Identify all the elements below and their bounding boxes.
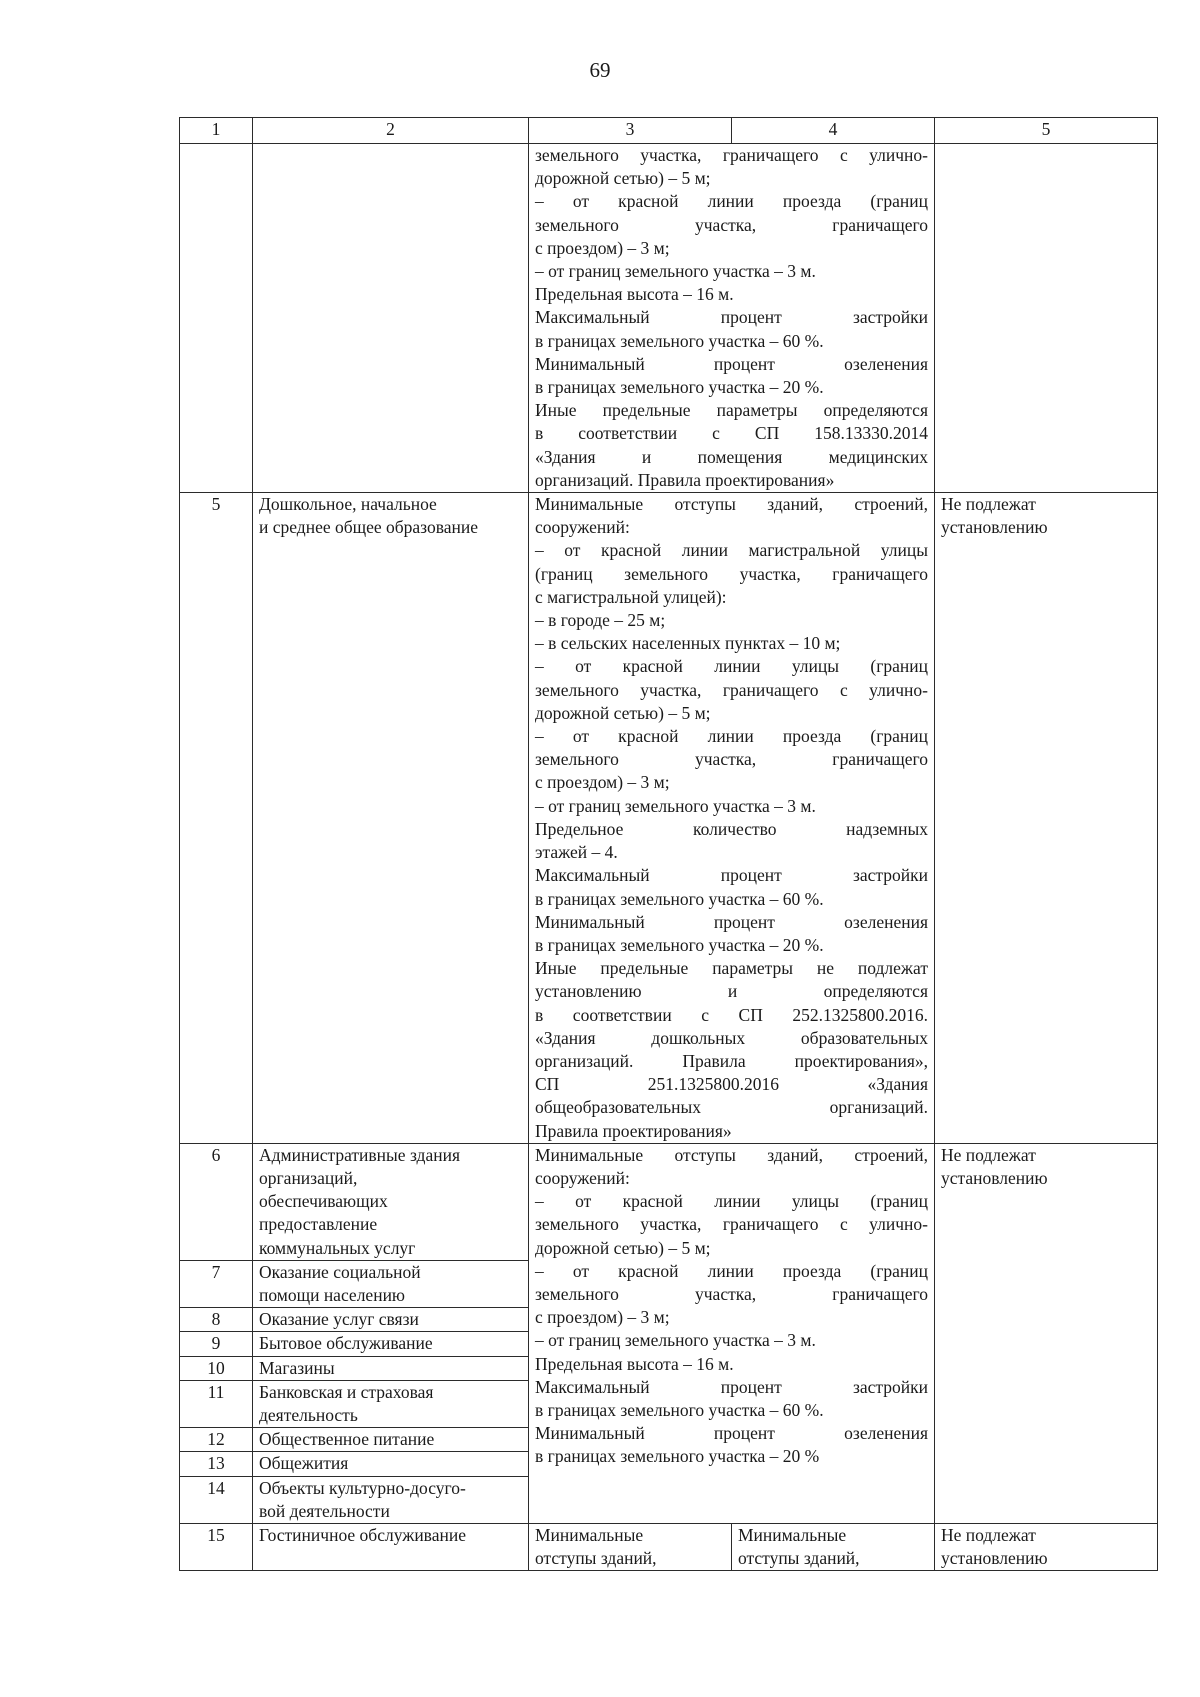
text-line: Бытовое обслуживание (259, 1333, 433, 1354)
text-line: в соответствии с СП 158.13330.2014 (535, 423, 928, 444)
table-row (180, 493, 1158, 1144)
text-line: в границах земельного участка – 60 %. (535, 888, 824, 909)
text-line: коммунальных услуг (259, 1237, 416, 1258)
text-line: установлению (941, 517, 1048, 538)
row-15-note (935, 1523, 1158, 1570)
cont-note-cell (935, 144, 1158, 493)
text-line: Общественное питание (259, 1429, 435, 1450)
text-line: Минимальный процент озеленения (535, 353, 928, 374)
text-line: в границах земельного участка – 20 %. (535, 377, 824, 398)
text-line: – от границ земельного участка – 3 м. (535, 795, 816, 816)
text-line: Не подлежат (941, 1524, 1036, 1545)
row-8-num: 8 (180, 1308, 253, 1332)
text-line: Оказание услуг связи (259, 1309, 419, 1330)
text-line: Дошкольное, начальное (259, 494, 437, 515)
text-line: Минимальный процент озеленения (535, 1423, 928, 1444)
header-row (180, 118, 1158, 144)
text-line: земельного участка, граничащего с улично- (535, 1214, 928, 1235)
table-row (180, 1523, 1158, 1570)
cont-params-cell (529, 144, 935, 493)
text-line: Правила проектирования» (535, 1120, 732, 1141)
header-col-4: 4 (732, 118, 935, 144)
text-line: Максимальный процент застройки (535, 865, 928, 886)
text-line: земельного участка, граничащего (535, 1283, 928, 1304)
row-9-name (253, 1332, 529, 1356)
text-line: организаций. Правила проектирования» (535, 469, 835, 490)
row-8-name (253, 1308, 529, 1332)
text-line: дорожной сетью) – 5 м; (535, 168, 711, 189)
cont-num-cell (180, 144, 253, 493)
text-line: «Здания и помещения медицинских (535, 446, 928, 467)
text-line: отступы зданий, (535, 1548, 657, 1569)
text-line: дорожной сетью) – 5 м; (535, 1237, 711, 1258)
text-line: Административные здания (259, 1144, 460, 1165)
text-line: (границ земельного участка, граничащего (535, 563, 928, 584)
page-number: 69 (589, 58, 611, 82)
row-5-params (529, 493, 935, 1144)
text-line: установлению (941, 1167, 1048, 1188)
text-line: Магазины (259, 1357, 335, 1378)
text-line: Предельная высота – 16 м. (535, 284, 734, 305)
text-line: и среднее общее образование (259, 517, 479, 538)
regulations-table (179, 117, 1158, 1571)
text-line: в границах земельного участка – 20 % (535, 1446, 820, 1467)
row-14-name (253, 1476, 529, 1523)
text-line: Общежития (259, 1453, 349, 1474)
text-line: вой деятельности (259, 1500, 390, 1521)
text-line: установлению (941, 1548, 1048, 1569)
text-line: в границах земельного участка – 60 %. (535, 1399, 824, 1420)
text-line: земельного участка, граничащего с улично- (535, 145, 928, 165)
row-5-name (253, 493, 529, 1144)
text-line: – от красной линии проезда (границ (535, 1260, 928, 1281)
text-line: – от красной линии проезда (границ (535, 726, 928, 747)
text-line: в соответствии с СП 252.1325800.2016. (535, 1004, 928, 1025)
row-15-col4 (732, 1523, 935, 1570)
header-col-1: 1 (180, 118, 253, 144)
text-line: Минимальные (738, 1524, 847, 1545)
row-15-name (253, 1523, 529, 1570)
text-line: – от красной линии улицы (границ (535, 1191, 928, 1212)
row-6-num: 6 (180, 1143, 253, 1260)
text-line: установлению и определяются (535, 981, 928, 1002)
row-15-num: 15 (180, 1523, 253, 1570)
text-line: Максимальный процент застройки (535, 1376, 928, 1397)
text-line: Минимальные (535, 1524, 644, 1545)
text-line: предоставление (259, 1214, 378, 1235)
row-9-num: 9 (180, 1332, 253, 1356)
text-line: с проездом) – 3 м; (535, 772, 670, 793)
text-line: Иные предельные параметры не подлежат (535, 958, 928, 979)
row-12-num: 12 (180, 1428, 253, 1452)
text-line: – от красной линии магистральной улицы (535, 540, 928, 561)
cont-name-cell (253, 144, 529, 493)
text-line: Минимальный процент озеленения (535, 911, 928, 932)
row-14-num: 14 (180, 1476, 253, 1523)
text-line: – в сельских населенных пунктах – 10 м; (535, 633, 841, 654)
text-line: Минимальные отступы зданий, строений, (535, 494, 928, 515)
row-11-num: 11 (180, 1380, 253, 1427)
row-13-name (253, 1452, 529, 1476)
text-line: сооружений: (535, 1167, 630, 1188)
row-10-num: 10 (180, 1356, 253, 1380)
row-6-name (253, 1143, 529, 1260)
row-5-num: 5 (180, 493, 253, 1144)
text-line: обеспечивающих (259, 1191, 388, 1212)
text-line: земельного участка, граничащего с улично- (535, 679, 928, 700)
row-15-col3 (529, 1523, 732, 1570)
text-line: Гостиничное обслуживание (259, 1524, 466, 1545)
row-5-note (935, 493, 1158, 1144)
text-line: организаций, (259, 1167, 358, 1188)
text-line: «Здания дошкольных образовательных (535, 1027, 928, 1048)
text-line: Не подлежат (941, 494, 1036, 515)
group-note (935, 1143, 1158, 1523)
row-11-name (253, 1380, 529, 1427)
text-line: Минимальные отступы зданий, строений, (535, 1144, 928, 1165)
text-line: отступы зданий, (738, 1548, 860, 1569)
row-7-num: 7 (180, 1260, 253, 1307)
row-12-name (253, 1428, 529, 1452)
text-line: этажей – 4. (535, 842, 618, 863)
text-line: – от границ земельного участка – 3 м. (535, 1330, 816, 1351)
text-line: помощи населению (259, 1284, 406, 1305)
text-line: – в городе – 25 м; (535, 610, 666, 631)
text-line: – от красной линии улицы (границ (535, 656, 928, 677)
table-row (180, 1143, 1158, 1260)
row-13-num: 13 (180, 1452, 253, 1476)
text-line: организаций. Правила проектирования», (535, 1050, 928, 1071)
text-line: земельного участка, граничащего (535, 749, 928, 770)
text-line: Иные предельные параметры определяются (535, 400, 928, 421)
text-line: Максимальный процент застройки (535, 307, 928, 328)
text-line: – от границ земельного участка – 3 м. (535, 261, 816, 282)
text-line: Оказание социальной (259, 1261, 421, 1282)
text-line: Предельная высота – 16 м. (535, 1353, 734, 1374)
text-line: Предельное количество надземных (535, 818, 928, 839)
group-params (529, 1143, 935, 1523)
text-line: – от красной линии проезда (границ (535, 191, 928, 212)
text-line: в границах земельного участка – 20 %. (535, 934, 824, 955)
row-7-name (253, 1260, 529, 1307)
header-col-3: 3 (529, 118, 732, 144)
text-line: Не подлежат (941, 1144, 1036, 1165)
text-line: с проездом) – 3 м; (535, 1307, 670, 1328)
text-line: земельного участка, граничащего (535, 214, 928, 235)
header-col-5: 5 (935, 118, 1158, 144)
text-line: Объекты культурно-досуго- (259, 1477, 466, 1498)
text-line: СП 251.1325800.2016 «Здания (535, 1074, 928, 1095)
text-line: с магистральной улицей): (535, 586, 727, 607)
text-line: с проездом) – 3 м; (535, 237, 670, 258)
continuation-row (180, 144, 1158, 493)
row-10-name (253, 1356, 529, 1380)
text-line: сооружений: (535, 517, 630, 538)
text-line: общеобразовательных организаций. (535, 1097, 928, 1118)
text-line: в границах земельного участка – 60 %. (535, 330, 824, 351)
text-line: деятельность (259, 1404, 358, 1425)
text-line: Банковская и страховая (259, 1381, 434, 1402)
header-col-2: 2 (253, 118, 529, 144)
text-line: дорожной сетью) – 5 м; (535, 702, 711, 723)
